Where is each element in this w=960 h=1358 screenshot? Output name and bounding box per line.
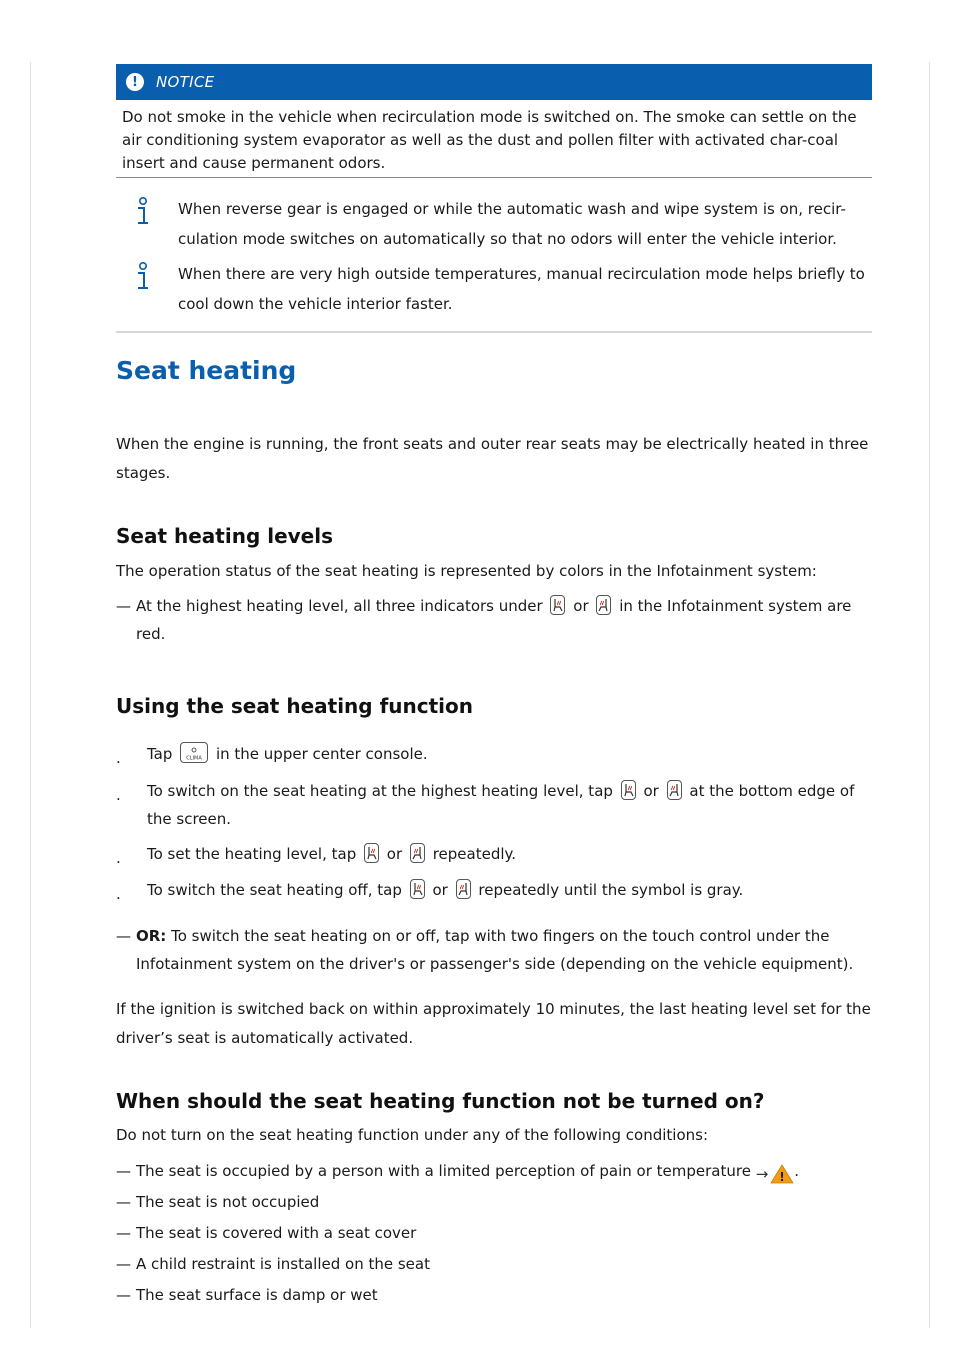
levels-heading: Seat heating levels [116,524,334,548]
seat-heat-driver-icon [550,595,565,615]
arrow-icon: → [755,1165,769,1183]
step-item [116,876,872,904]
step-text: To set the heating level, tap [147,845,357,863]
seat-heat-driver-icon [410,879,425,899]
list-item-text: The seat is occupied by a person with a limited perception of pain or temperature [136,1162,751,1180]
section-divider [116,331,872,333]
info-text: When reverse gear is engaged or while the automatic wash and wipe system is on, recir-culation mode switches on automatically so that no odors will enter the vehicle interior. [178,200,846,248]
or-text: or [643,782,659,800]
warning-mark: ! [779,1170,786,1184]
notice-label: NOTICE [156,73,215,91]
ignition-paragraph: If the ignition is switched back on within approximately 10 minutes, the last heating level set for the driver’s seat is automatically activated. [116,1000,871,1047]
warning-triangle-icon [770,1164,794,1184]
seat-heat-passenger-icon [410,843,425,863]
clima-button-icon [180,742,208,763]
conditions-intro: Do not turn on the seat heating function under any of the following conditions: [116,1126,709,1144]
or-item-text: To switch the seat heating on or off, tap with two fingers on the touch control under the Infotainment system on the driver's or passenger's side (depending on the vehicle equipment). [136,927,854,973]
list-item-text: The seat surface is damp or wet [136,1286,378,1304]
or-item [116,922,872,978]
notice-divider [116,177,872,178]
info-text: When there are very high outside temperatures, manual recirculation mode helps briefly to cool down the vehicle interior faster. [178,265,865,313]
list-item [116,592,872,648]
section-title: Seat heating [116,356,297,385]
list-item [116,1281,872,1309]
step-item [116,840,872,868]
step-item [116,777,872,833]
list-item-text: At the highest heating level, all three indicators under [136,597,543,615]
step-bullet: . [116,849,121,867]
dash-marker: — [116,597,131,615]
list-item-text: The seat is not occupied [136,1193,320,1211]
step-bullet: . [116,885,121,903]
dash-marker: — [116,1193,131,1211]
or-label: OR: [136,927,167,945]
exclamation-icon: ! [126,73,144,91]
right-margin-line [929,62,930,1328]
seat-heat-passenger-icon [456,879,471,899]
list-item [116,1219,872,1247]
step-text: in the upper center console. [215,745,428,763]
list-item-text: in the Infotainment system are red. [136,597,852,643]
step-text: repeatedly until the symbol is gray. [478,881,744,899]
dash-marker: — [116,1224,131,1242]
seat-heat-passenger-icon [596,595,611,615]
list-item-end: . [794,1162,800,1180]
left-margin-line [30,62,31,1328]
seat-heat-passenger-icon [667,780,682,800]
notice-text: Do not smoke in the vehicle when recirculation mode is switched on. The smoke can settle on the air conditioning system evaporator as well as the dust and pollen filter with activated char-coal insert and cause permanent odors. [122,108,857,172]
list-item-text: A child restraint is installed on the seat [136,1255,430,1273]
warning-reference[interactable] [756,1160,795,1188]
info-icon [134,196,152,230]
dash-marker: — [116,927,131,945]
step-item [116,740,872,768]
clima-label: CLIMA [186,755,202,762]
usage-heading: Using the seat heating function [116,694,473,718]
info-icon [134,261,152,295]
dash-marker: — [116,1286,131,1304]
or-text: or [432,881,448,899]
step-text: at the bottom edge of the screen. [147,782,855,828]
or-text: or [573,597,589,615]
or-text: or [386,845,403,863]
step-text: To switch the seat heating off, tap [147,881,402,899]
step-text: Tap [147,745,173,763]
step-bullet: . [116,786,121,804]
step-text: repeatedly. [432,845,517,863]
step-text: To switch on the seat heating at the highest heating level, tap [147,782,613,800]
list-item [116,1250,872,1278]
list-item-text: The seat is covered with a seat cover [136,1224,417,1242]
levels-intro: The operation status of the seat heating is represented by colors in the Infotainment system: [116,562,817,580]
section-intro: When the engine is running, the front seats and outer rear seats may be electrically heated in three stages. [116,435,869,482]
notice-header [116,64,872,100]
seat-heat-driver-icon [621,780,636,800]
dash-marker: — [116,1162,131,1180]
list-item [116,1188,872,1216]
list-item [116,1157,872,1188]
step-bullet: . [116,749,121,767]
seat-heat-driver-icon [364,843,379,863]
dash-marker: — [116,1255,131,1273]
conditions-heading: When should the seat heating function not be turned on? [116,1089,765,1113]
